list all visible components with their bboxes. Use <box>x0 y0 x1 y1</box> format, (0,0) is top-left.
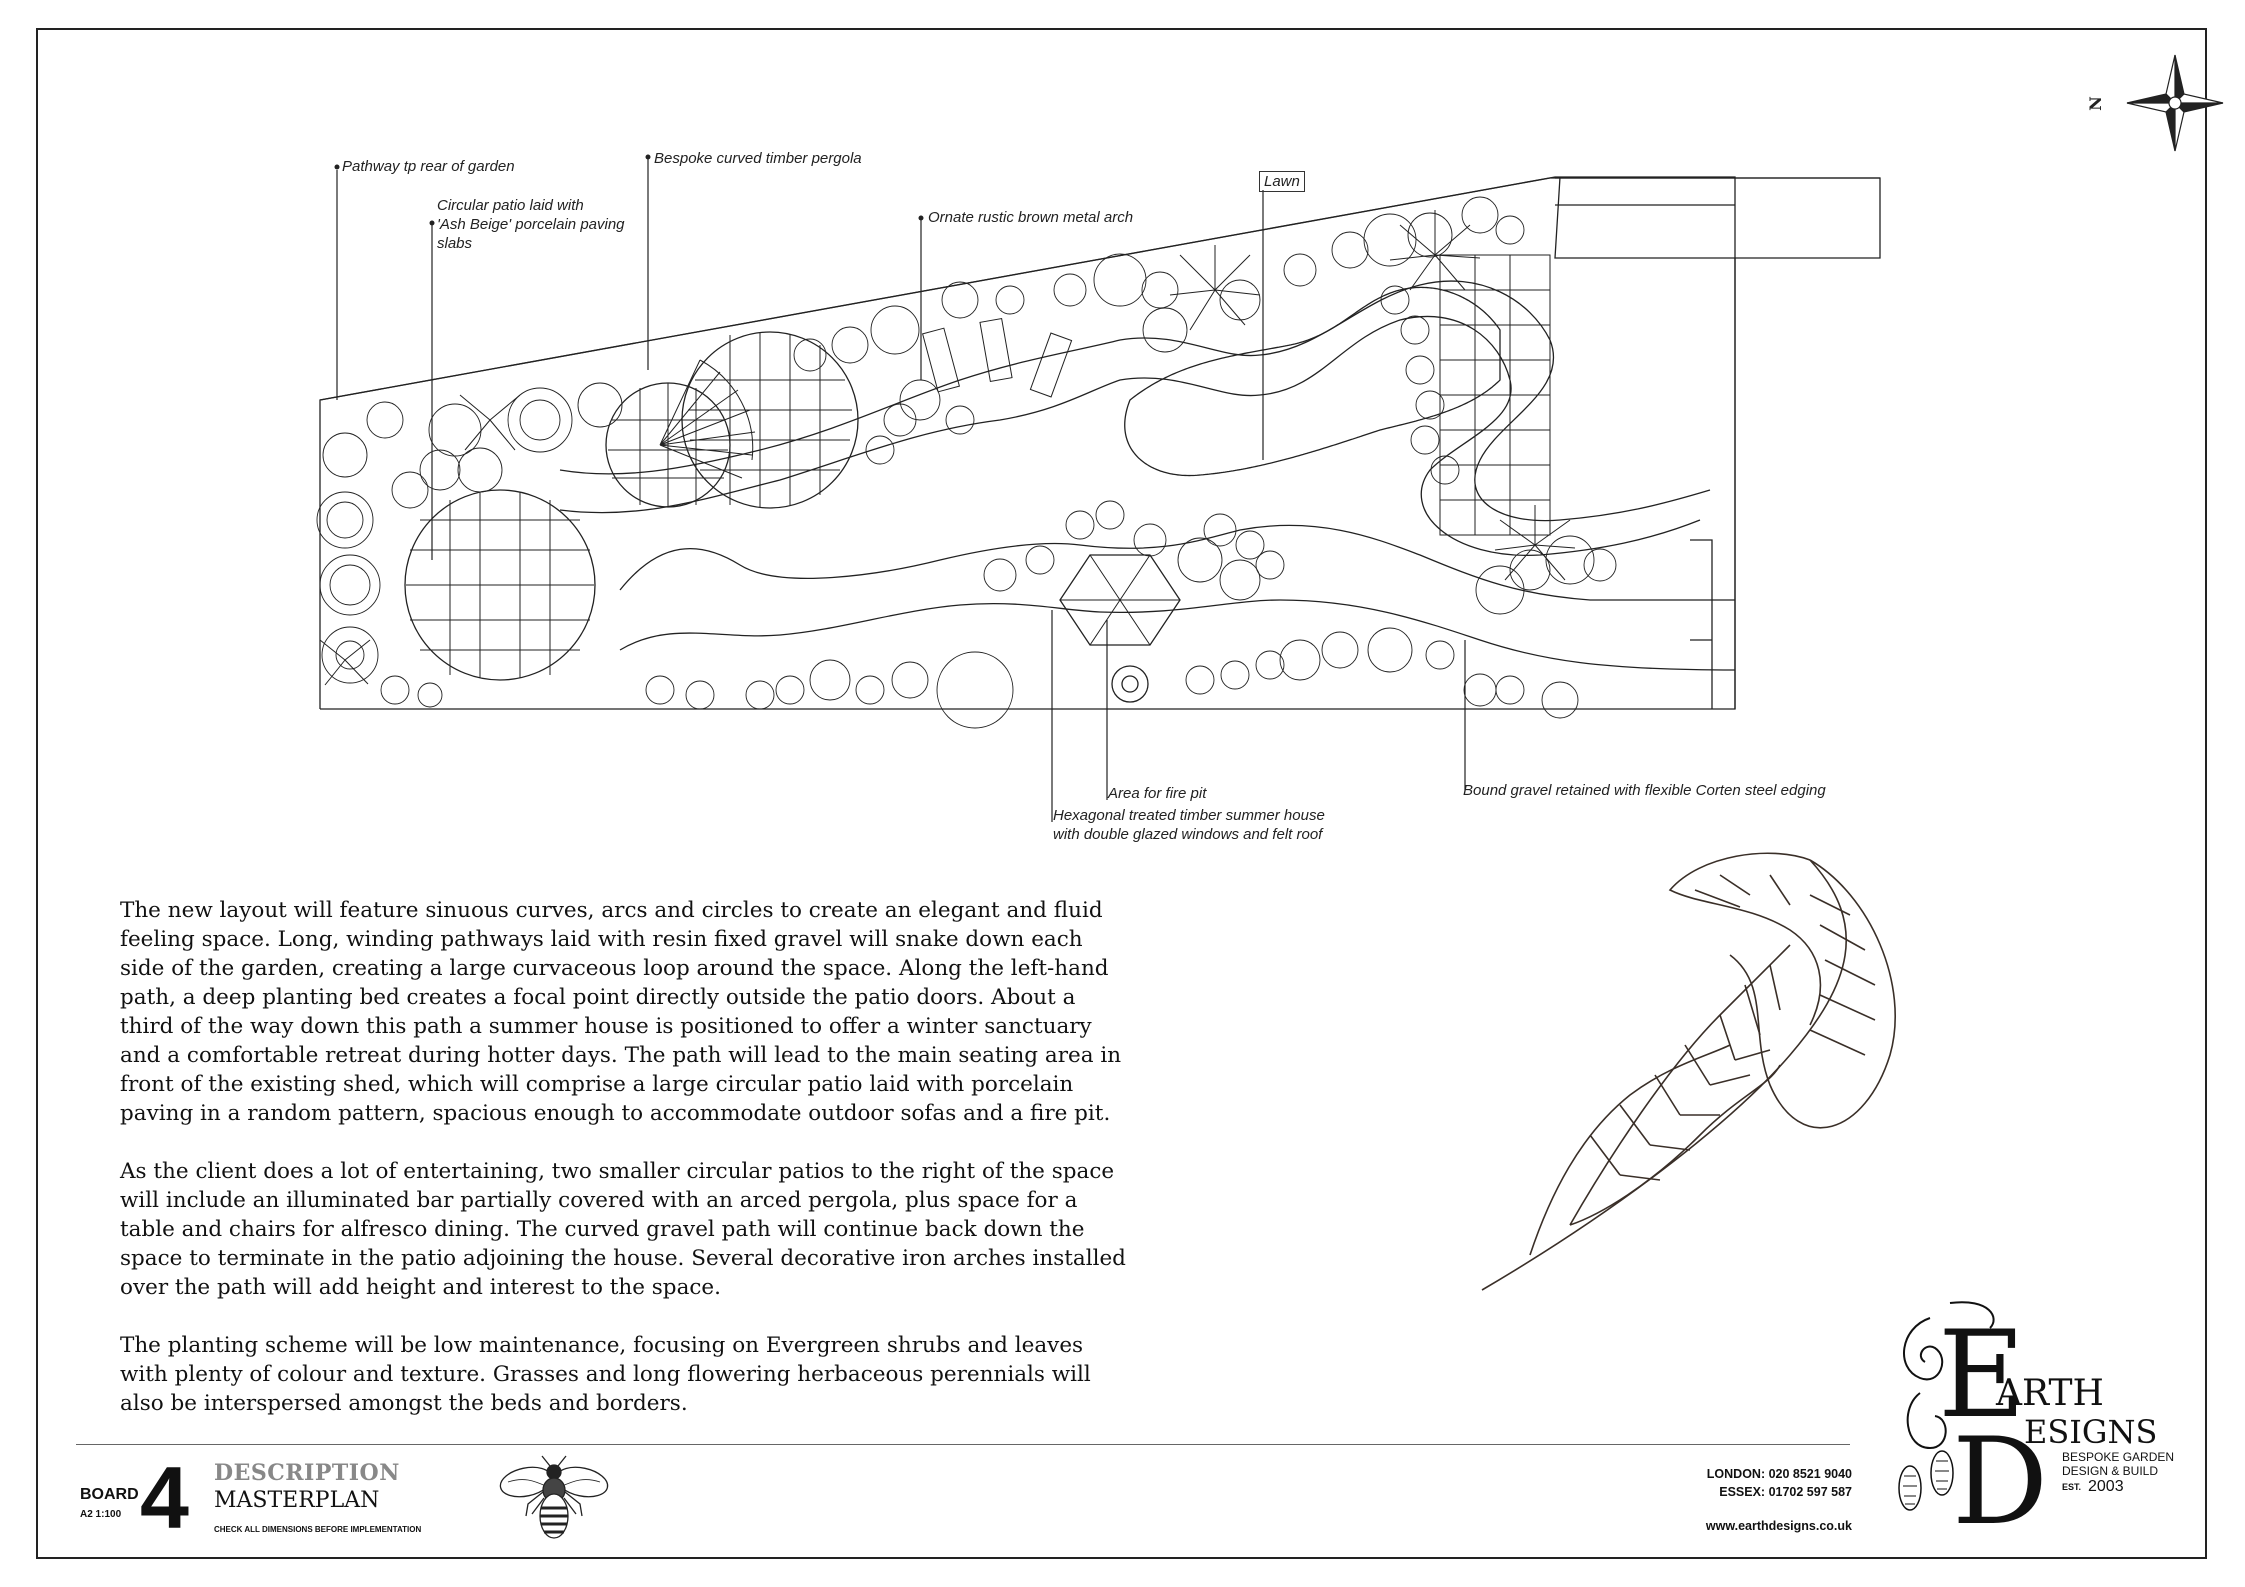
logo-word-esigns: ESIGNS <box>2024 1413 2158 1451</box>
description-line: will include an illuminated bar partially covered with an arced pergola, plus space for a <box>120 1188 1078 1213</box>
contact-essex: ESSEX: 01702 597 587 <box>1719 1485 1852 1499</box>
planting-symbols <box>317 197 1616 728</box>
main-circular-patio <box>405 490 595 680</box>
annotation-gravel: Bound gravel retained with flexible Corten steel edging <box>1463 782 1826 799</box>
board-label: BOARD <box>80 1486 139 1503</box>
bee-illustration <box>498 1452 610 1548</box>
lower-gravel-path <box>620 525 1735 600</box>
description-paragraph-2 <box>120 1157 1180 1302</box>
hexagonal-summer-house <box>1060 555 1180 645</box>
description-line: The new layout will feature sinuous curves, arcs and circles to create an elegant and fluid <box>120 898 1103 923</box>
description-line: with plenty of colour and texture. Grasses and long flowering herbaceous perennials will <box>120 1362 1091 1387</box>
annotation-circular-patio-line2: 'Ash Beige' porcelain paving <box>437 216 625 233</box>
banana-leaf-illustration <box>1470 835 1930 1295</box>
fire-pit <box>1112 666 1148 702</box>
description-line: front of the existing shed, which will comprise a large circular patio laid with porcelain <box>120 1072 1074 1097</box>
curved-pergola <box>660 360 755 478</box>
website-link[interactable]: www.earthdesigns.co.uk <box>1705 1519 1852 1533</box>
annotation-arch: Ornate rustic brown metal arch <box>928 209 1134 226</box>
description-paragraph-3 <box>120 1331 1180 1418</box>
svg-text:E: E <box>1938 1306 2026 1445</box>
description-line: As the client does a lot of entertaining, two smaller circular patios to the right of the space <box>120 1159 1115 1184</box>
logo-word-arth: ARTH <box>1996 1373 2104 1414</box>
annotation-summer-house-line1: Hexagonal treated timber summer house <box>1053 807 1325 824</box>
description-line: feeling space. Long, winding pathways laid with resin fixed gravel will snake down each <box>120 927 1083 952</box>
description-line: table and chairs for alfresco dining. The curved gravel path will continue back down the <box>120 1217 1085 1242</box>
lower-gravel-path-edge <box>620 600 1735 670</box>
svg-text:D: D <box>1952 1413 2049 1538</box>
house-outline <box>1555 205 1735 709</box>
description-line: side of the garden, creating a large curvaceous loop around the space. Along the left-hand <box>120 956 1109 981</box>
board-number: 4 <box>140 1448 189 1547</box>
leader-lines <box>337 157 1465 822</box>
compass-north-letter: N <box>2085 96 2105 111</box>
description-line: third of the way down this path a summer house is positioned to offer a winter sanctuary <box>120 1014 1092 1039</box>
dimensions-note: CHECK ALL DIMENSIONS BEFORE IMPLEMENTATION <box>214 1525 422 1534</box>
section-title: DESCRIPTION <box>214 1460 400 1486</box>
description-paragraph-1 <box>120 896 1180 1128</box>
description-line: paving in a random pattern, spacious enough to accommodate outdoor sofas and a fire pit. <box>120 1101 1111 1126</box>
logo-tagline-2: DESIGN & BUILD <box>2062 1464 2159 1478</box>
description-line: space to terminate in the patio adjoining the house. Several decorative iron arches installed <box>120 1246 1126 1271</box>
design-description <box>120 896 1180 1447</box>
drawing-subtitle: MASTERPLAN <box>214 1488 380 1513</box>
north-compass <box>2127 55 2223 151</box>
description-line: path, a deep planting bed creates a focal point directly outside the patio doors. About a <box>120 985 1076 1010</box>
upper-gravel-path-edge <box>560 281 1710 521</box>
house-patio <box>1440 255 1550 535</box>
description-line: The planting scheme will be low maintenance, focusing on Evergreen shrubs and leaves <box>120 1333 1084 1358</box>
annotation-circular-patio-line3: slabs <box>437 235 473 252</box>
annotation-pergola: Bespoke curved timber pergola <box>654 150 862 167</box>
feature-palms <box>320 210 1575 685</box>
logo-est-year: 2003 <box>2088 1478 2124 1495</box>
annotation-pathway: Pathway tp rear of garden <box>342 158 515 175</box>
annotation-lawn: Lawn <box>1259 171 1305 192</box>
annotation-circular-patio-line1: Circular patio laid with <box>437 197 584 214</box>
drawing-scale: A2 1:100 <box>80 1509 122 1520</box>
logo-est-label: EST. <box>2062 1482 2082 1492</box>
contact-london: LONDON: 020 8521 9040 <box>1706 1467 1852 1481</box>
logo-tagline-1: BESPOKE GARDEN <box>2062 1450 2175 1464</box>
annotation-summer-house-line2: with double glazed windows and felt roof <box>1053 826 1323 843</box>
circular-patio-small-1 <box>606 383 730 507</box>
description-line: over the path will add height and interest to the space. <box>120 1275 721 1300</box>
description-line: also be interspersed amongst the beds and borders. <box>120 1391 688 1416</box>
earth-designs-logo <box>1890 1298 2190 1538</box>
title-block-divider <box>76 1444 1850 1445</box>
description-line: and a comfortable retreat during hotter days. The path will lead to the main seating area in <box>120 1043 1122 1068</box>
garden-boundary <box>320 177 1735 709</box>
annotation-fire-pit: Area for fire pit <box>1108 785 1207 802</box>
